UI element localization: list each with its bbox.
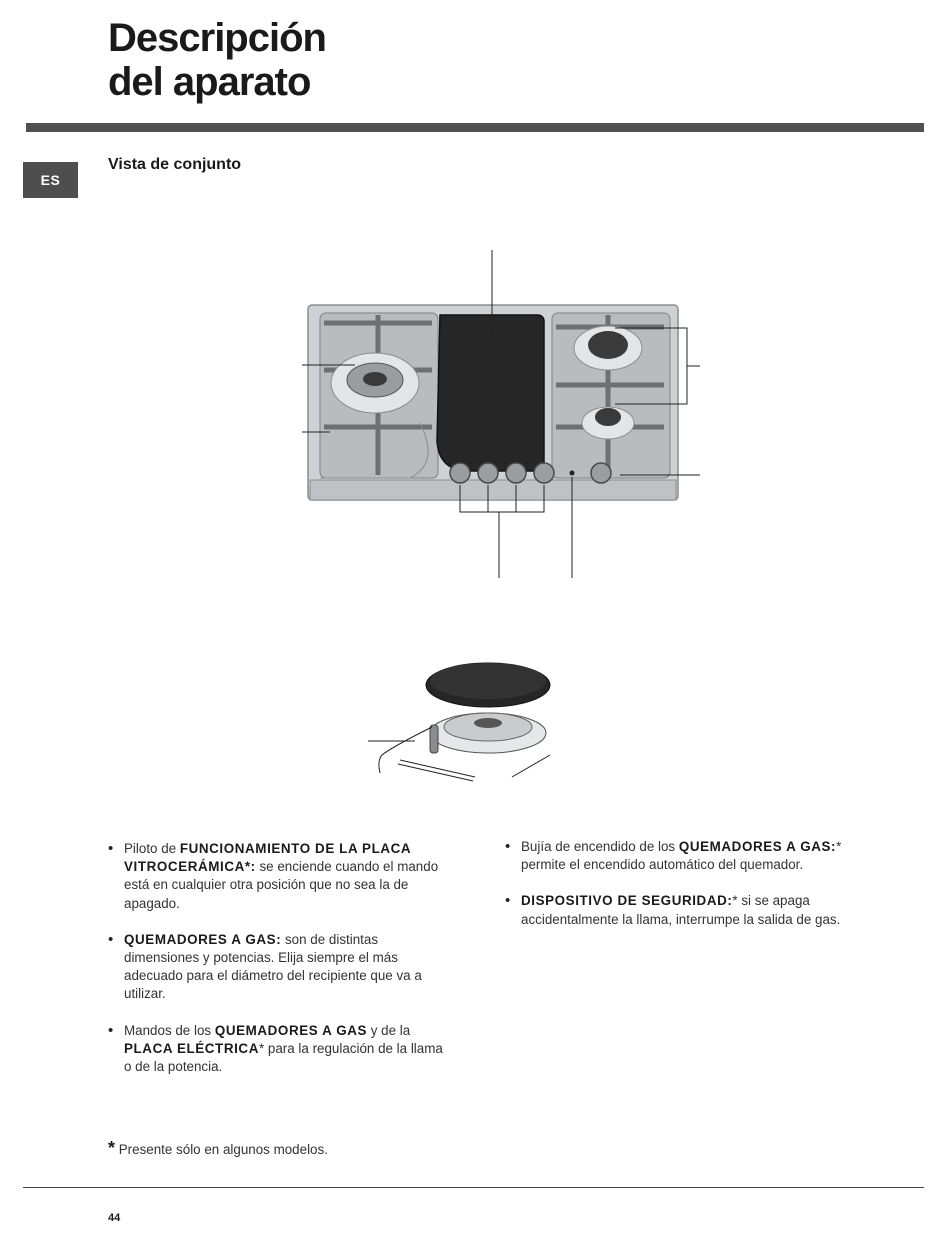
footnote-star: * [108,1138,116,1158]
hob-overview-diagram [290,245,710,585]
list-item-text: * permite el encendido automático del quemador. [521,839,842,873]
list-item-text: Mandos de los [124,1022,215,1038]
page-title-line-1: Descripción [108,16,326,60]
list-item-term: FUNCIONAMIENTO DE LA PLACA VITROCERÁMICA*: [124,841,411,875]
list-item [108,1022,453,1077]
list-item [505,838,850,874]
list-item-text: Piloto de [124,841,180,856]
list-item [108,840,453,913]
page-title-line-2: del aparato [108,60,311,104]
list-item-term: QUEMADORES A GAS [214,1022,368,1038]
burner-detail-diagram [360,655,560,785]
list-item-text: * para la regulación de la llama o de la potencia. [124,1040,443,1075]
header-divider-bar [26,123,924,132]
list-item-term: DISPOSITIVO DE SEGURIDAD: [521,893,733,909]
page-title [108,16,326,104]
section-title: Vista de conjunto [108,156,242,173]
description-column-left [108,840,453,1094]
list-item [108,931,453,1004]
cooktop-diagram-icon [290,245,710,585]
language-badge: ES [23,162,78,198]
burner-exploded-icon [360,655,560,785]
list-item-term: PLACA ELÉCTRICA [124,1040,259,1056]
list-item-text: * si se apaga accidentalmente la llama, interrumpe la salida de gas. [521,893,841,927]
list-item [505,892,850,928]
list-item-text: y de la [367,1022,411,1038]
list-item-term: QUEMADORES A GAS: [124,931,282,947]
list-item-text: son de distintas dimensiones y potencias. Elija siempre el más adecuado para el diámetro del recipiente que va a utilizar. [124,931,422,1002]
list-item-text: Bujía de encendido de los [521,839,679,854]
footnote-text: Presente sólo en algunos modelos. [115,1142,328,1157]
description-column-right [505,838,850,947]
list-item-term: QUEMADORES A GAS: [678,839,837,854]
footer-divider [23,1187,924,1188]
page-number: 44 [108,1212,121,1224]
list-item-text: se enciende cuando el mando está en cualquier otra posición que no sea la de apagado. [124,859,439,911]
footnote [108,1138,328,1159]
